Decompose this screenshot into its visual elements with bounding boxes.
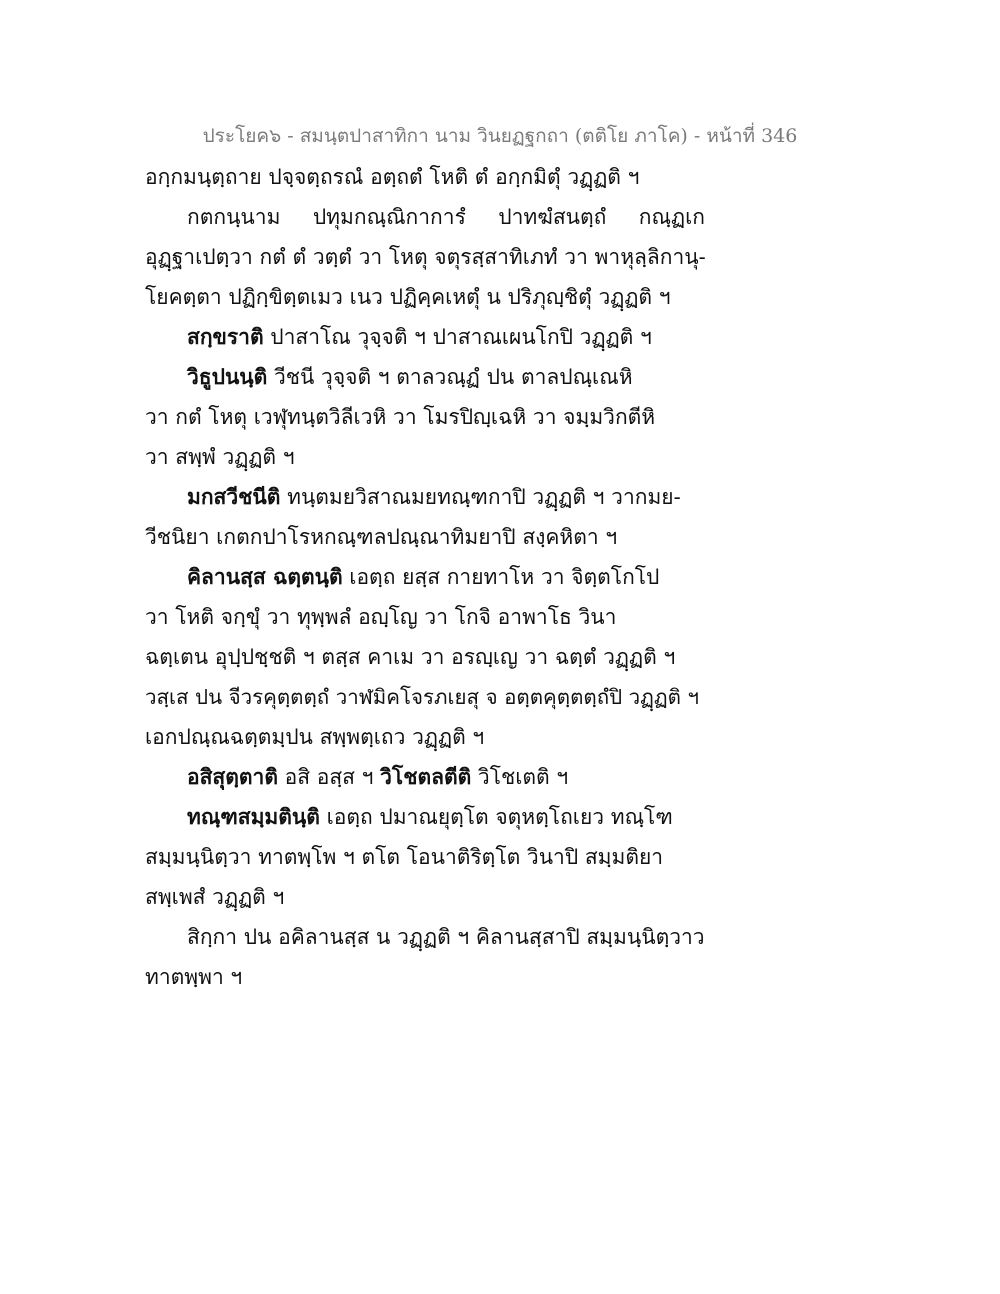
term-bold: อสิสุตฺตาติ bbox=[187, 764, 278, 789]
text-line-15: เอกปณฺณฉตฺตมฺปน สพฺพตฺเถว วฏฺฏติ ฯ bbox=[145, 725, 485, 749]
text-line-16: อสิสุตฺตาติ อสิ อสฺส ฯ วิโชตลตีติ วิโชเตติ ฯ bbox=[187, 764, 569, 789]
text-line-9: มกสวีชนีติ ทนฺตมยวิสาณมยทณฺฑกาปิ วฏฺฏติ ฯ วากมย- bbox=[187, 484, 681, 509]
text-line-21: ทาตพฺพา ฯ bbox=[145, 965, 243, 989]
text-line-11: คิลานสฺส ฉตฺตนฺติ เอตฺถ ยสฺส กายทาโห วา จิตฺตโกโป bbox=[187, 564, 660, 589]
term-bold: วิโชตลตีติ bbox=[380, 764, 472, 789]
page-header: ประโยค๖ - สมนฺตปาสาทิกา นาม วินยฏฐกถา (ตติโย ภาโค) - หน้าที่ 346 bbox=[202, 125, 798, 147]
text-line-4: โยคตฺตา ปฏิกฺขิตฺตเมว เนว ปฏิคฺคเหตุํ น ปริภุญฺชิตุํ วฏฺฏติ ฯ bbox=[145, 285, 671, 309]
text-line-14: วสฺเส ปน จีวรคุตฺตตฺถํ วาฬมิคโจรภเยสุ จ อตฺตคุตฺตตฺถํปิ วฏฺฏติ ฯ bbox=[145, 685, 700, 709]
term-bold: สกฺขราติ bbox=[187, 324, 264, 349]
text-line-7: วา กตํ โหตุ เวฬุทนฺตวิลีเวหิ วา โมรปิญฺเฉหิ วา จมฺมวิกตีหิ bbox=[145, 405, 656, 429]
text-line-18: สมฺมนฺนิตฺวา ทาตพฺโพ ฯ ตโต โอนาติริตฺโต วินาปิ สมฺมติยา bbox=[145, 845, 664, 869]
term-bold: มกสวีชนีติ bbox=[187, 484, 281, 509]
text-line-20: สิกฺกา ปน อคิลานสฺส น วฏฺฏติ ฯ คิลานสฺสาปิ สมฺมนฺนิตฺวาว bbox=[187, 925, 705, 949]
term-bold: วิธูปนนฺติ bbox=[187, 364, 268, 389]
term-bold: คิลานสฺส ฉตฺตนฺติ bbox=[187, 564, 343, 589]
term-bold: ทณฺฑสมฺมตินฺติ bbox=[187, 804, 320, 829]
text-line-1: อกฺกมนฺตฺถาย ปจฺจตฺถรณํ อตฺถตํ โหติ ตํ อกฺกมิตุํ วฏฺฏติ ฯ bbox=[145, 165, 640, 189]
text-line-10: วีชนิยา เกตกปาโรหกณฺฑลปณฺณาทิมยาปิ สงฺคหิตา ฯ bbox=[145, 525, 618, 549]
text-line-13: ฉตฺเตน อุปฺปชฺชติ ฯ ตสฺส คาเม วา อรญฺเญ วา ฉตฺตํ วฏฺฏติ ฯ bbox=[145, 645, 676, 669]
text-line-3: อุฏฺฐาเปตฺวา กตํ ตํ วตฺตํ วา โหตุ จตุรสฺสาทิเภทํ วา พาหุลฺลิกานุ- bbox=[145, 245, 706, 269]
text-line-6: วิธูปนนฺติ วีชนี วุจฺจติ ฯ ตาลวณฺฏํ ปน ตาลปณฺเณหิ bbox=[187, 364, 633, 389]
text-line-17: ทณฺฑสมฺมตินฺติ เอตฺถ ปมาณยุตฺโต จตุหตฺโถเยว ทณฺโฑ bbox=[187, 804, 673, 829]
text-line-12: วา โหติ จกฺขุํ วา ทุพฺพลํ อญฺโญ วา โกจิ อาพาโธ วินา bbox=[145, 605, 617, 629]
page-body bbox=[145, 157, 705, 997]
text-line-2: กตกนฺนาม ปทุมกณฺณิกาการํ ปาทฆํสนตฺถํ กณฺฏเก bbox=[187, 205, 705, 229]
text-line-19: สพฺเพสํ วฏฺฏติ ฯ bbox=[145, 885, 285, 909]
text-line-8: วา สพฺพํ วฏฺฏติ ฯ bbox=[145, 445, 295, 469]
text-line-5: สกฺขราติ ปาสาโณ วุจฺจติ ฯ ปาสาณเผนโกปิ วฏฺฏติ ฯ bbox=[187, 324, 652, 349]
